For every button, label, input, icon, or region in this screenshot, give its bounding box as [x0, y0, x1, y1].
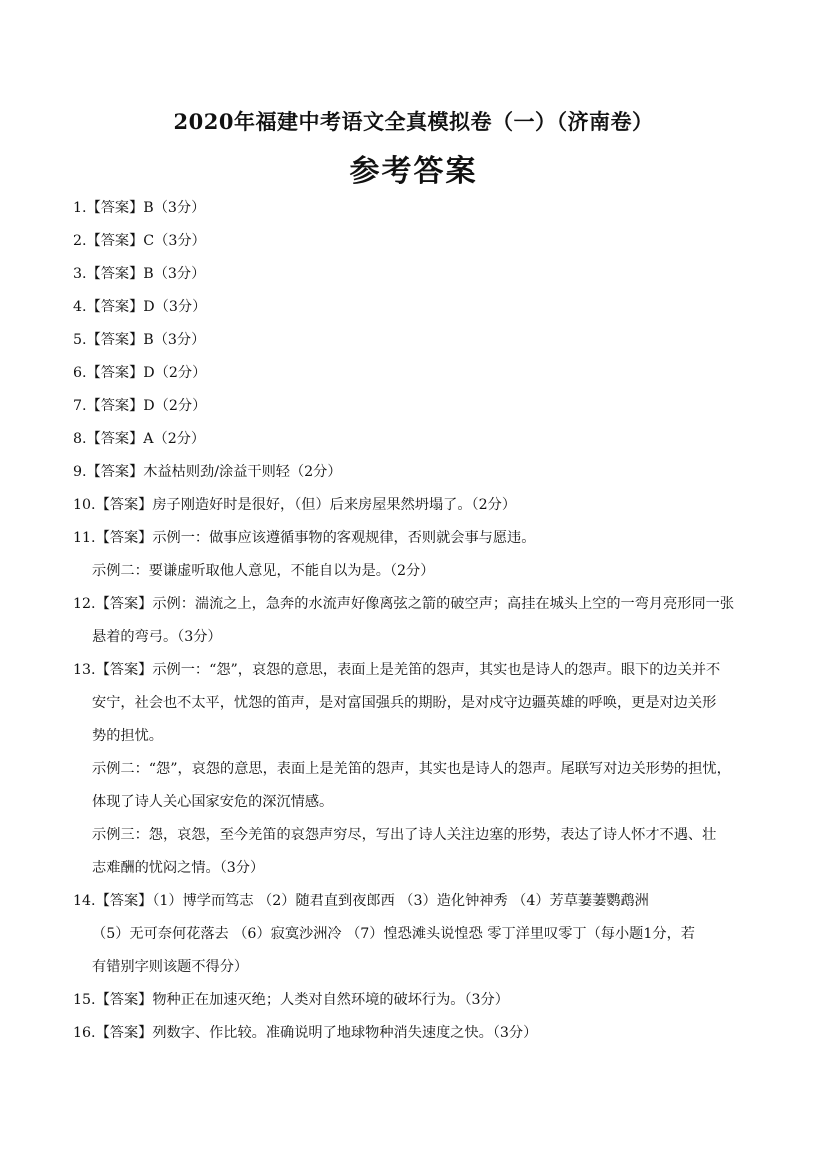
answer-item-8: [73, 423, 757, 456]
answer-line: 示例二：要谦虚听取他人意见，不能自以为是。（2分）: [92, 563, 435, 579]
answer-line: 1.【答案】B（3分）: [73, 200, 206, 216]
answer-line: 悬着的弯弓。（3分）: [92, 629, 222, 645]
answer-line: 11.【答案】示例一：做事应该遵循事物的客观规律，否则就会事与愿违。: [73, 530, 536, 546]
answer-item-12: [73, 588, 757, 654]
answer-list: [73, 192, 757, 1050]
answer-line: 示例二：“怨”，哀怨的意思，表面上是羌笛的怨声，其实也是诗人的怨声。尾联写对边关形势的担忧，: [92, 761, 731, 777]
answer-line: 2.【答案】C（3分）: [73, 233, 206, 249]
answer-item-15: [73, 984, 757, 1017]
answer-line: 示例三：怨，哀怨，至今羌笛的哀怨声穷尽，写出了诗人关注边塞的形势，表达了诗人怀才不遇、壮: [92, 827, 717, 843]
answer-line: 有错别字则该题不得分）: [92, 959, 249, 975]
answer-line: 15.【答案】物种正在加速灭绝；人类对自然环境的破坏行为。（3分）: [73, 992, 509, 1008]
answer-item-13: [73, 654, 757, 885]
answer-line: 体现了诗人关心国家安危的深沉情感。: [92, 794, 334, 810]
answer-item-6: [73, 357, 757, 390]
answer-line: 13.【答案】示例一：“怨”，哀怨的意思，表面上是羌笛的怨声，其实也是诗人的怨声。眼下的边关并不: [73, 662, 721, 678]
answer-item-16: [73, 1017, 757, 1050]
answer-item-5: [73, 324, 757, 357]
answer-item-2: [73, 225, 757, 258]
answer-line: 6.【答案】D（2分）: [73, 365, 207, 381]
answer-line: 7.【答案】D（2分）: [73, 398, 207, 414]
document-title: 2020年福建中考语文全真模拟卷（一）（济南卷）: [173, 109, 654, 134]
answer-item-14: [73, 885, 757, 984]
answer-item-1: [73, 192, 757, 225]
answer-line: 安宁，社会也不太平，忧怨的笛声，是对富国强兵的期盼，是对戍守边疆英雄的呼唤，更是对边关形: [92, 695, 717, 711]
answer-line: 4.【答案】D（3分）: [73, 299, 207, 315]
answer-line: 9.【答案】木益枯则劲/涂益干则轻（2分）: [73, 464, 342, 480]
answer-line: 5.【答案】B（3分）: [73, 332, 206, 348]
answer-item-4: [73, 291, 757, 324]
answer-item-11: [73, 522, 757, 588]
answer-line: 势的担忧。: [92, 728, 163, 744]
answer-item-7: [73, 390, 757, 423]
answer-item-9: [73, 456, 757, 489]
answer-line: 3.【答案】B（3分）: [73, 266, 206, 282]
answer-line: 8.【答案】A（2分）: [73, 431, 206, 447]
answer-line: （5）无可奈何花落去 （6）寂寞沙洲冷 （7）惶恐滩头说惶恐 零丁洋里叹零丁（每小题1分，若: [92, 926, 695, 942]
answer-line: 10.【答案】房子刚造好时是很好，（但）后来房屋果然坍塌了。（2分）: [73, 497, 517, 513]
answer-item-10: [73, 489, 757, 522]
answer-line: 志难酬的忧闷之情。（3分）: [92, 860, 265, 876]
answer-line: 14.【答案】（1）博学而笃志 （2）随君直到夜郎西 （3）造化钟神秀 （4）芳草萋萋鹦鹉洲: [73, 893, 649, 909]
answer-line: 16.【答案】列数字、作比较。准确说明了地球物种消失速度之快。（3分）: [73, 1025, 538, 1041]
answer-item-3: [73, 258, 757, 291]
document-subtitle: 参考答案: [349, 154, 478, 189]
answer-line: 12.【答案】示例：湍流之上，急奔的水流声好像离弦之箭的破空声；高挂在城头上空的一弯月亮形同一张: [73, 596, 735, 612]
